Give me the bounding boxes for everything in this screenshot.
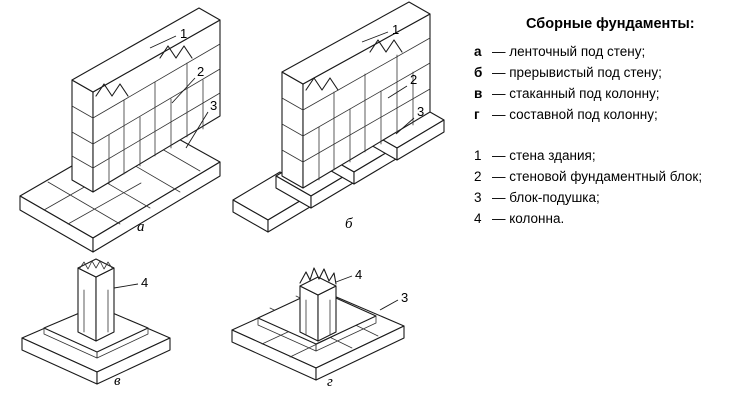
- figure-g-callout-3: [380, 290, 408, 310]
- legend-part-2-key: 2: [474, 169, 482, 184]
- legend-type-g-key: г: [474, 107, 480, 122]
- legend-type-a: [474, 41, 732, 62]
- legend-type-g-text: — составной под колонну;: [492, 107, 658, 122]
- svg-text:1: 1: [392, 22, 400, 37]
- figure-g-column: [300, 268, 336, 341]
- svg-text:2: 2: [197, 64, 205, 79]
- legend-type-b-text: — прерывистый под стену;: [492, 65, 662, 80]
- legend-part-3-text: — блок-подушка;: [492, 190, 600, 205]
- svg-text:4: 4: [141, 275, 149, 290]
- legend-part-3: [474, 187, 732, 208]
- legend-part-4: [474, 208, 732, 229]
- figure-g-callout-4: [336, 267, 362, 282]
- figure-v-column: [78, 259, 114, 341]
- svg-text:1: 1: [180, 26, 188, 41]
- figure-g: [232, 267, 408, 390]
- svg-text:3: 3: [401, 290, 409, 305]
- legend-type-v-text: — стаканный под колонну;: [492, 86, 660, 101]
- legend-type-v-key: в: [474, 86, 483, 101]
- legend-spacer: [474, 125, 732, 145]
- figure-a-caption: а: [137, 219, 145, 235]
- legend-type-b-key: б: [474, 65, 483, 80]
- legend-part-3-key: 3: [474, 190, 482, 205]
- legend-type-b: [474, 62, 732, 83]
- legend-part-1-key: 1: [474, 148, 482, 163]
- legend-part-2: [474, 166, 732, 187]
- figure-v-caption: в: [114, 373, 121, 389]
- legend-part-4-key: 4: [474, 211, 482, 226]
- legend: [474, 16, 732, 229]
- figure-a: [20, 8, 220, 252]
- figure-b-caption: б: [345, 216, 353, 232]
- legend-part-1-text: — стена здания;: [492, 148, 596, 163]
- svg-text:4: 4: [355, 267, 363, 282]
- figure-v-callout-4: [114, 275, 148, 290]
- svg-text:3: 3: [417, 104, 425, 119]
- legend-part-1: [474, 145, 732, 166]
- figure-v: [22, 259, 170, 389]
- legend-title: Сборные фундаменты:: [526, 16, 695, 32]
- legend-part-2-text: — стеновой фундаментный блок;: [492, 169, 703, 184]
- legend-part-4-text: — колонна.: [492, 211, 565, 226]
- legend-type-a-text: — ленточный под стену;: [492, 44, 646, 59]
- figure-g-caption: г: [327, 374, 333, 390]
- svg-text:2: 2: [410, 72, 418, 87]
- legend-type-v: [474, 83, 732, 104]
- figure-b: [233, 2, 444, 232]
- legend-type-g: [474, 104, 732, 125]
- svg-text:3: 3: [210, 98, 218, 113]
- legend-type-a-key: а: [474, 44, 482, 59]
